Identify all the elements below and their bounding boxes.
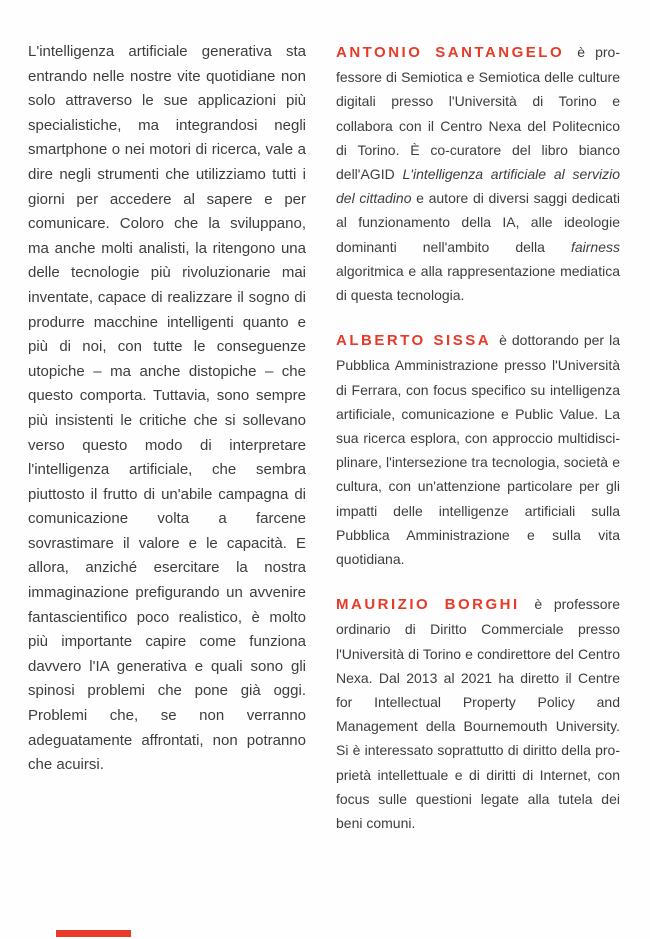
bio-text-segment: fairness: [570, 238, 620, 255]
bio-name: ALBERTO SISSA: [336, 332, 492, 350]
intro-paragraph: L'intelligenza artificiale generativa sta entrando nelle nostre vite quotidiane non solo attraverso le sue applicazioni più specialistiche, ma integrandosi negli smartphone o nei motori di ricerca, vale a dire negli strumenti che utilizziamo tutti i giorni per accedere al sapere e per comunicare. Coloro che la sviluppano, ma anche molti analisti, la ritengono una delle tecnologie più rivoluzionarie mai inventate, capace di realizzare il sogno di produrre macchine intelligenti quanto e più di noi, con tutte le conseguenze utopiche – ma anche distopiche – che questo comporta. Tuttavia, sono sempre più insistenti le critiche che si sollevano verso questo modo di interpretare l'intelligenza artificiale, che sembra piuttosto il frutto di un'abile campagna di comunicazione volta a farcene sovrastimare il valore e le capacità. E allora, anziché esercitare la nostra immaginazione prefigurando un avvenire fantascientifico poco realistico, è molto più importante capire come funziona davvero l'IA generativa e quali sono gli spinosi problemi che pone già oggi. Problemi che, se non verranno adeguatamente affrontati, non potranno che acuirsi.: [28, 43, 306, 774]
bio-name: MAURIZIO BORGHI: [336, 596, 520, 614]
left-column: [28, 40, 306, 939]
bio: [336, 40, 620, 307]
footer-red-bar: [56, 930, 131, 937]
bio-text-segment: è dottorando per la Pubblica Amministrazione presso l'Università di Ferrara, con focus specifico su intelligenza artificiale, comunicazione e Public Value. La sua ricerca esplora, con approccio multidisciplinare, l'intersezione tra tecnologia, società e cultura, con un'attenzione particolare per gli impatti delle intelligenze artificiali sulla Pubblica Amministrazione e sulla vita quotidiana.: [336, 332, 621, 568]
bio: [336, 592, 620, 835]
bio-name: ANTONIO SANTANGELO: [336, 44, 565, 61]
right-column: [336, 40, 620, 939]
bio-text-segment: è professore di Semiotica e Semiotica delle culture digitali presso l'Università di Torino e collabora con il Centro Nexa del Politecnico di Torino. È co-curatore del libro bianco dell'AGID: [336, 44, 620, 183]
bio: [336, 328, 620, 571]
bio-text-segment: L'intelligenza artificiale al servizio del cittadino: [336, 166, 620, 207]
bio-text-segment: algoritmica e alla rappresentazione mediatica di questa tecnologia.: [336, 262, 620, 304]
bio-text-segment: e autore di diversi saggi dedicati al funzionamento della IA, alle ideologie dominanti nell'ambito della: [336, 190, 621, 255]
bio-list: [336, 40, 620, 835]
bio-text-segment: è professore ordinario di Diritto Commerciale presso l'Università di Torino e condirettore del Centro Nexa. Dal 2013 al 2021 ha diretto il Centre for Intellectual Property Policy and Management della Bournemouth University. Si è interessato soprattutto di diritto della proprietà intellettuale e di diritti di Internet, con focus sulle questioni legate alla tutela dei beni comuni.: [336, 596, 621, 832]
